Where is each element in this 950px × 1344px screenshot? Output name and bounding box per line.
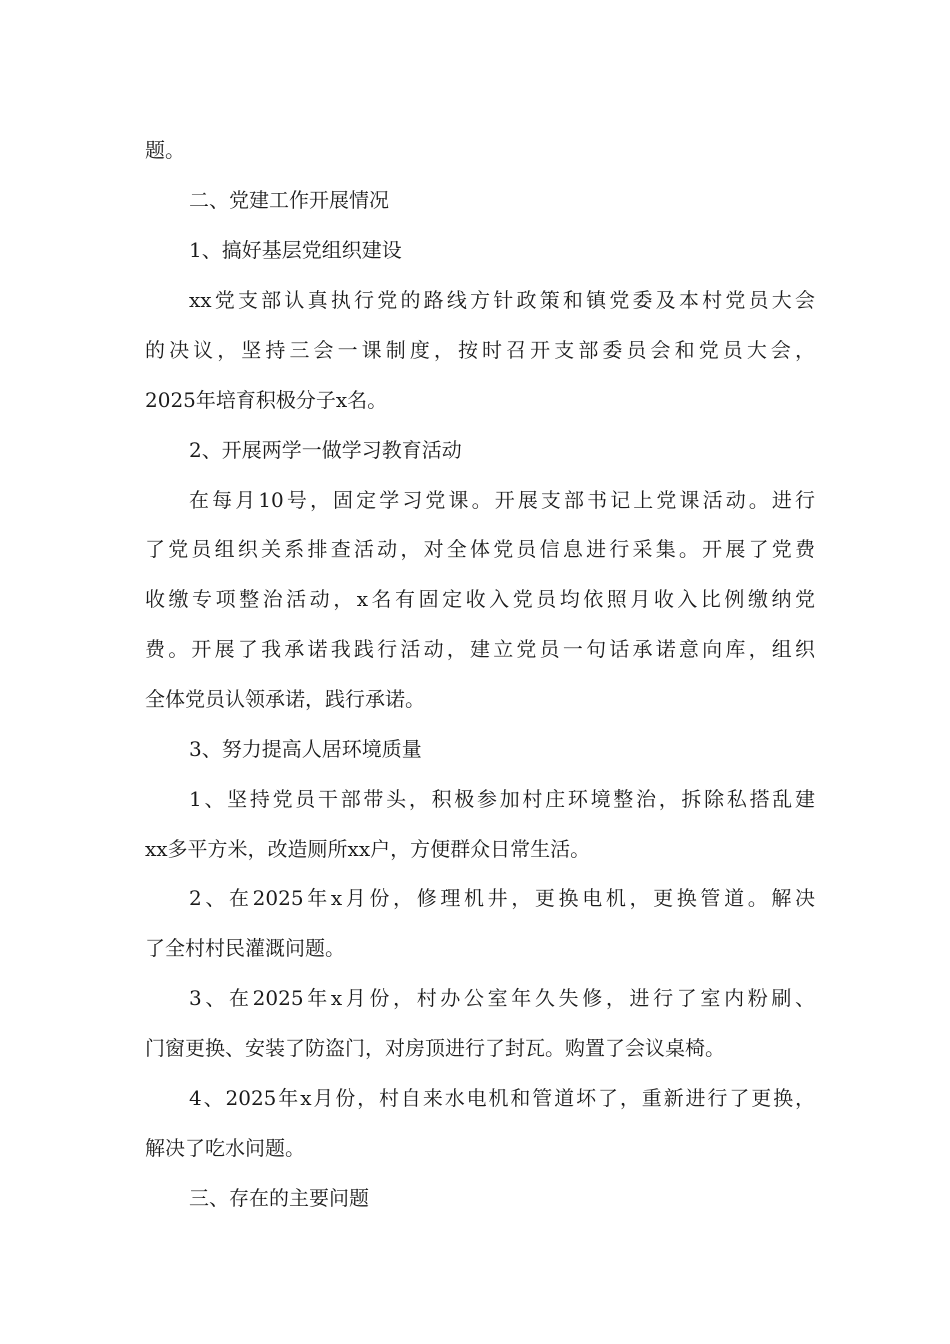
section-heading: 二、党建工作开展情况 (189, 188, 389, 212)
subsection-heading: 2、开展两学一做学习教育活动 (189, 438, 462, 462)
text-line: 费。开展了我承诺我践行活动，建立党员一句话承诺意向库，组织 (145, 637, 815, 661)
text-line: 在每月10号，固定学习党课。开展支部书记上党课活动。进行 (189, 488, 815, 512)
text-line: 3、在2025年x月份，村办公室年久失修，进行了室内粉刷、 (189, 986, 815, 1010)
text-line: 4、2025年x月份，村自来水电机和管道坏了，重新进行了更换， (189, 1086, 815, 1110)
text-line: 解决了吃水问题。 (145, 1136, 305, 1160)
text-line: 收缴专项整治活动，x名有固定收入党员均依照月收入比例缴纳党 (145, 587, 815, 611)
subsection-heading: 3、努力提高人居环境质量 (189, 737, 422, 761)
text-line: 2025年培育积极分子x名。 (145, 388, 388, 412)
text-line: 全体党员认领承诺，践行承诺。 (145, 687, 425, 711)
subsection-heading: 1、搞好基层党组织建设 (189, 238, 402, 262)
text-line: 了党员组织关系排查活动，对全体党员信息进行采集。开展了党费 (145, 537, 815, 561)
text-line: 题。 (145, 138, 185, 162)
text-line: xx党支部认真执行党的路线方针政策和镇党委及本村党员大会 (189, 288, 815, 312)
text-line: xx多平方米，改造厕所xx户，方便群众日常生活。 (145, 837, 591, 861)
text-line: 了全村村民灌溉问题。 (145, 936, 345, 960)
text-line: 1、坚持党员干部带头，积极参加村庄环境整治，拆除私搭乱建 (189, 787, 815, 811)
section-heading: 三、存在的主要问题 (189, 1186, 369, 1210)
text-line: 的决议，坚持三会一课制度，按时召开支部委员会和党员大会， (145, 338, 815, 362)
text-line: 门窗更换、安装了防盗门，对房顶进行了封瓦。购置了会议桌椅。 (145, 1036, 725, 1060)
text-line: 2、在2025年x月份，修理机井，更换电机，更换管道。解决 (189, 886, 815, 910)
